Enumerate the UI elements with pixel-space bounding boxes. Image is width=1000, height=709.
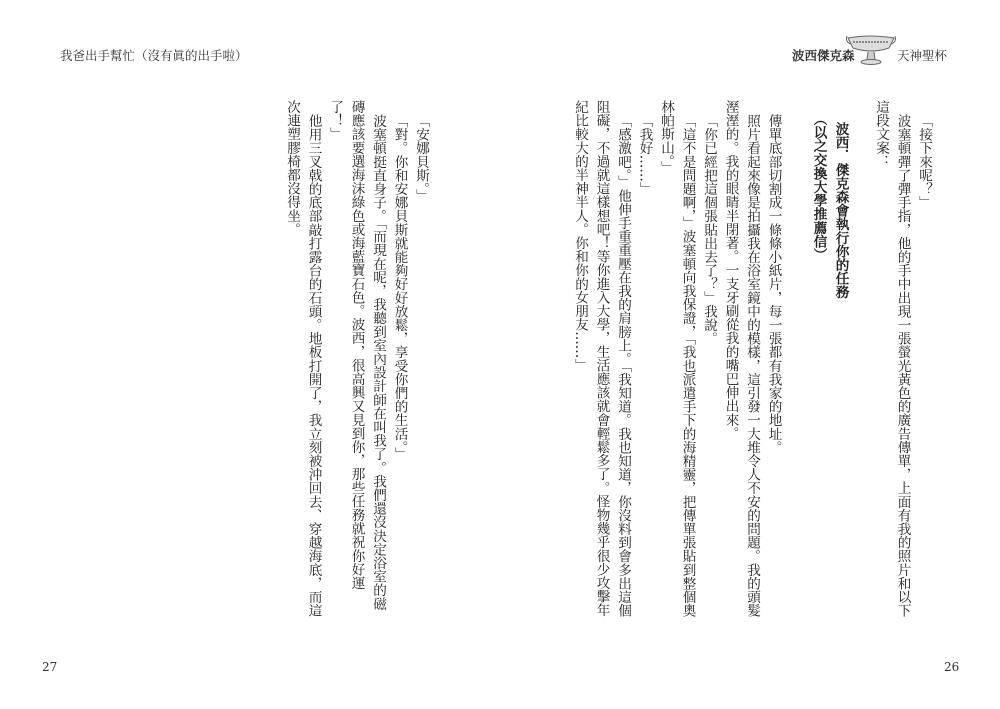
right-running-header-title: 天神聖杯 (897, 48, 948, 63)
cup-emblem-icon (845, 30, 897, 70)
paragraph: 「對。你和安娜貝斯就能夠好好放鬆，享受你們的生活。」 (391, 113, 408, 461)
paragraph: 「我好……」 (636, 113, 653, 196)
paragraph: 「接下來呢？」 (916, 113, 932, 209)
right-page-body (569, 100, 935, 618)
right-page-number: 26 (944, 660, 960, 674)
paragraph: 波塞頓彈了彈手指，他的手中出現一張螢光黃色的廣告傳單，上面有我的照片和以下這段文案： (873, 100, 911, 617)
left-page-number: 27 (42, 660, 58, 674)
paragraph: 照片看起來像是拍攝我在浴室鏡中的模樣，這引發一大堆令人不安的問題。我的頭髮溼溼的。我的眼睛半閉著。一支牙刷從我的嘴巴伸出來。 (722, 100, 760, 617)
paragraph: 他用三叉戟的底部敲打露台的石頭。地板打開了，我立刻被沖回去、穿越海底，而這次連塑膠椅都沒得坐。 (284, 100, 322, 617)
flyer-heading-block (808, 100, 852, 618)
flyer-heading: 波西．傑克森會執行你的任務 (832, 122, 849, 299)
left-page-body (281, 100, 432, 618)
right-running-header-author: 波西傑克森 (792, 48, 855, 63)
paragraph: 「這不是問題啊，」波塞頓向我保證，「我也派遣手下的海精靈，把傳單張貼到整個奧林帕斯山。」 (658, 100, 696, 617)
paragraph: 「你已經把這個張貼出去了？」我說。 (701, 113, 717, 345)
left-running-header: 我爸出手幫忙（沒有眞的出手啦） (60, 48, 248, 63)
paragraph: 波塞頓挺直身子。「而現在呢，我聽到室內設計師在叫我了。我們還沒決定浴室的磁磚應該要選海沫綠色或海藍寶石色。波西，很高興又見到你，那些任務就祝你好運了！」 (327, 100, 386, 610)
flyer-subheading: （以之交換大學推薦信） (810, 112, 827, 262)
paragraph: 傳單底部切割成一條條小紙片，每一張都有我家的地址。 (765, 113, 782, 454)
paragraph: 「安娜貝斯。」 (413, 113, 429, 202)
paragraph: 「感激吧。」他伸手重重壓在我的肩膀上。「我知道。我也知道，你沒料到會多出這個阻礙，不過就這樣想吧！等你進入大學，生活應該就會輕鬆多了。怪物幾乎很少攻擊年紀比較大的半神半人。你和你的女朋友……」 (572, 100, 631, 617)
